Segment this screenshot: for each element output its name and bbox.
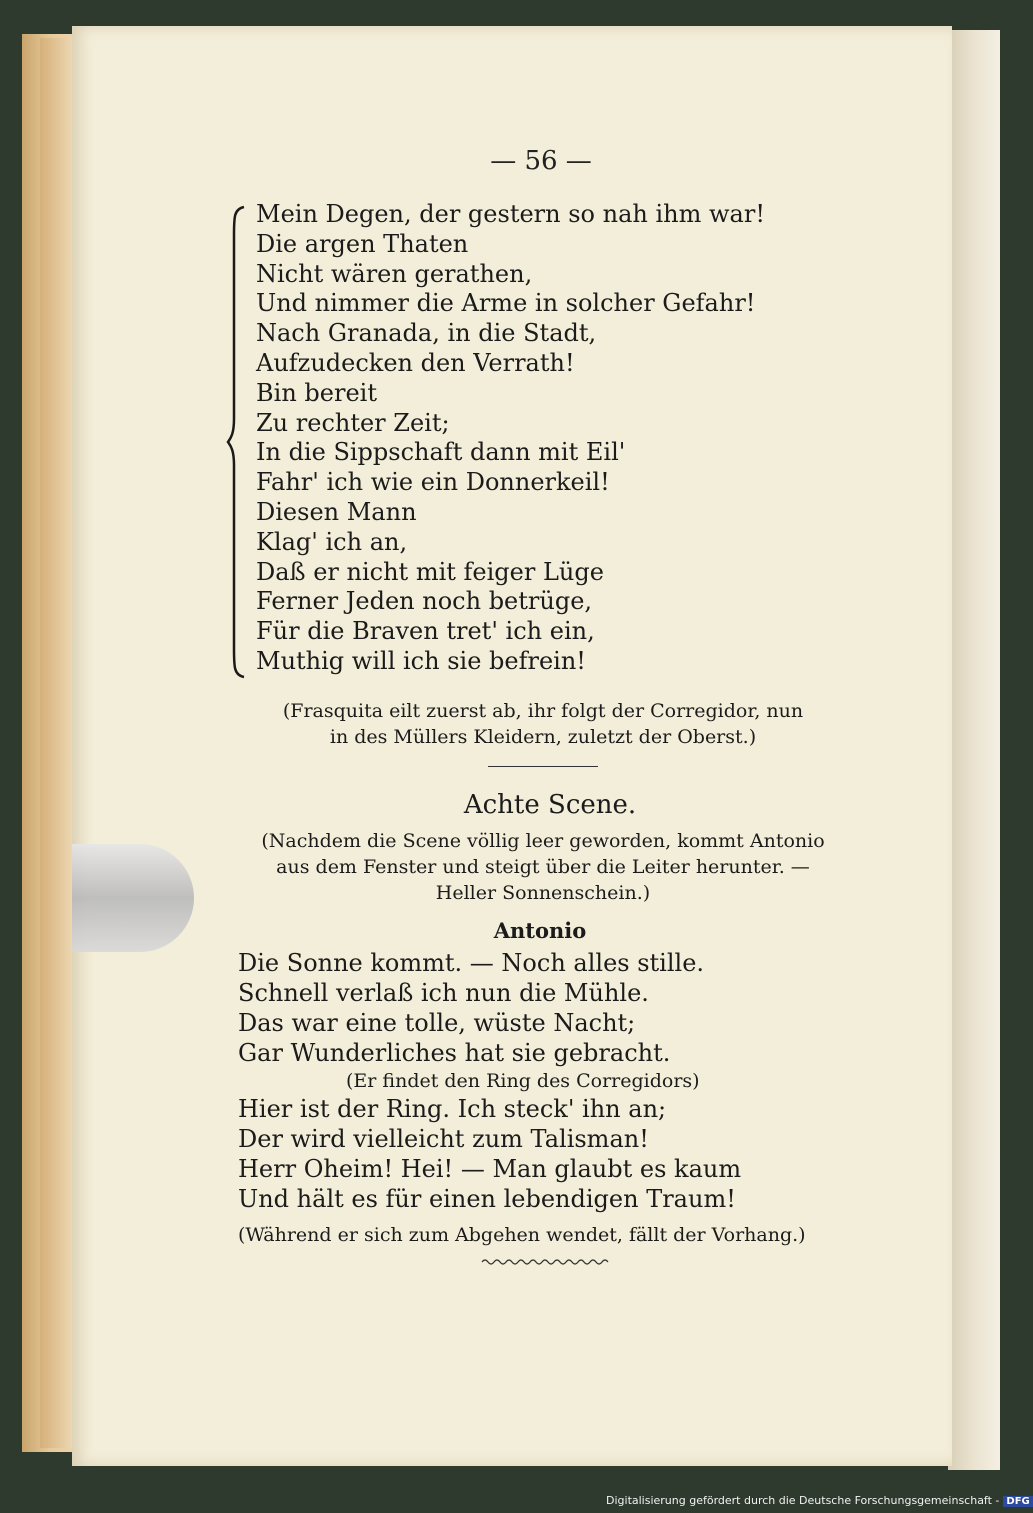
book-edge-right: [948, 30, 1000, 1470]
verse-line: Die argen Thaten: [256, 229, 469, 258]
verse-line: Mein Degen, der gestern so nah ihm war!: [256, 200, 765, 228]
verse-line: Das war eine tolle, wüste Nacht;: [238, 1009, 636, 1037]
verse-line: Hier ist der Ring. Ich steck' ihn an;: [238, 1095, 667, 1123]
stage-direction-curtain: (Während er sich zum Abgehen wendet, fällt der Vorhang.): [238, 1224, 806, 1246]
verse-line: Gar Wunderliches hat sie gebracht.: [238, 1039, 671, 1067]
verse-brace: [226, 205, 248, 679]
verse-line: Daß er nicht mit feiger Lüge: [256, 557, 604, 586]
stage-direction-exit: [238, 698, 848, 750]
scene-heading: Achte Scene.: [463, 790, 637, 820]
stage-direction-line: (Frasquita eilt zuerst ab, ihr folgt der Corregidor, nun: [282, 700, 804, 722]
verse-block-a: [256, 200, 765, 677]
verse-line: Nach Granada, in die Stadt,: [256, 319, 597, 348]
verse-line: Zu rechter Zeit;: [256, 408, 450, 437]
verse-line: Ferner Jeden noch betrüge,: [256, 587, 593, 616]
verse-line: Fahr' ich wie ein Donnerkeil!: [256, 468, 610, 497]
verse-line: Die Sonne kommt. — Noch alles stille.: [238, 949, 705, 977]
verse-line: Schnell verlaß ich nun die Mühle.: [238, 979, 649, 1007]
verse-line: Und nimmer die Arme in solcher Gefahr!: [256, 289, 756, 318]
verse-line: Bin bereit: [256, 378, 377, 407]
verse-line: Klag' ich an,: [256, 527, 408, 556]
stage-direction-line: aus dem Fenster und steigt über die Leiter herunter. —: [276, 856, 810, 878]
verse-line: Und hält es für einen lebendigen Traum!: [238, 1185, 736, 1213]
stage-direction-line: in des Müllers Kleidern, zuletzt der Oberst.): [329, 726, 757, 748]
speaker-name: Antonio: [493, 918, 587, 943]
verse-line: In die Sippschaft dann mit Eil': [256, 438, 626, 467]
stage-direction-line: Heller Sonnenschein.): [435, 882, 651, 904]
verse-block-b: [238, 948, 741, 1214]
section-divider: [488, 766, 598, 767]
end-ornament: [482, 1258, 608, 1266]
digitization-footer: [606, 1494, 1033, 1507]
page-number: — 56 —: [490, 146, 592, 176]
verse-line: Nicht wären gerathen,: [256, 259, 533, 288]
verse-line: Der wird vielleicht zum Talisman!: [238, 1125, 649, 1153]
verse-line: Aufzudecken den Verrath!: [256, 348, 575, 377]
verse-line: Muthig will ich sie befrein!: [256, 646, 586, 675]
dfg-logo: DFG: [1003, 1496, 1032, 1507]
verse-line: Für die Braven tret' ich ein,: [256, 617, 595, 646]
verse-line: Diesen Mann: [256, 497, 417, 526]
footer-text: Digitalisierung gefördert durch die Deutsche Forschungsgemeinschaft -: [606, 1494, 1000, 1507]
stage-direction-scene: [238, 828, 848, 906]
page-clip: [72, 844, 194, 952]
inline-stage-direction: (Er findet den Ring des Corregidors): [346, 1070, 700, 1092]
stage-direction-line: (Nachdem die Scene völlig leer geworden, kommt Antonio: [261, 830, 825, 852]
verse-line: Herr Oheim! Hei! — Man glaubt es kaum: [238, 1155, 742, 1183]
